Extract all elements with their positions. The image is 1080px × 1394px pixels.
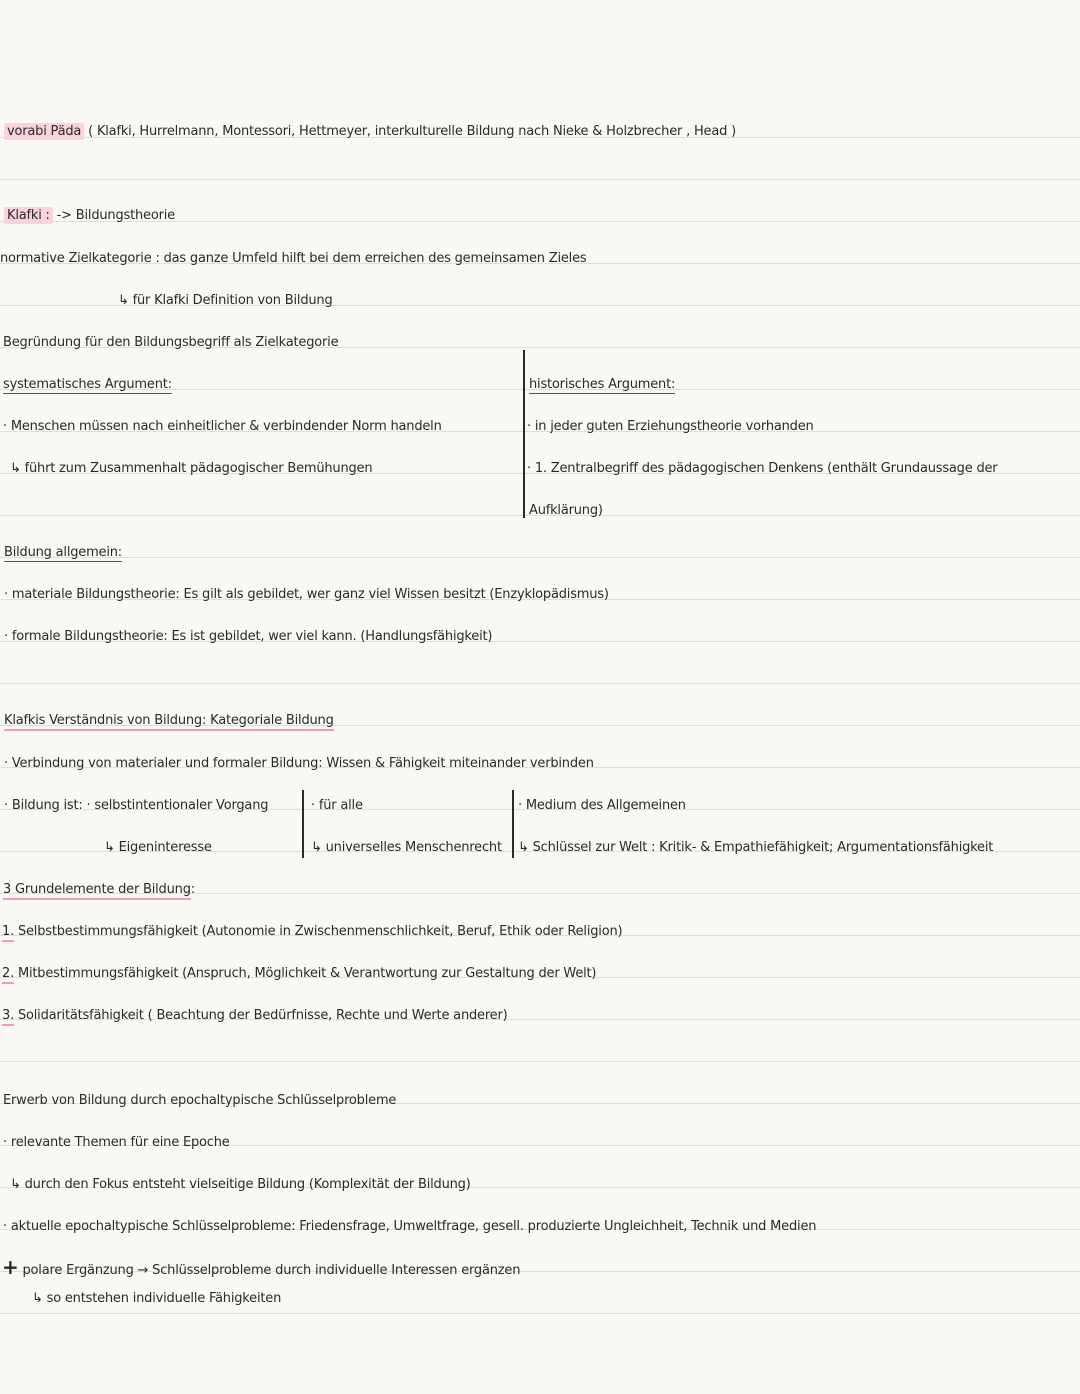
grundelemente-title [3,881,195,899]
kategoriale-divider-1 [302,790,304,858]
header-tag: vorabi Päda [4,123,84,140]
medium-line: · Medium des Allgemeinen [518,798,686,813]
grundelement-3 [2,1007,508,1025]
kategoriale-title [4,712,334,730]
grundelement-1 [2,923,622,941]
grundelement-2-num: 2. [2,966,14,984]
eigeninteresse-line: ↳ Eigeninteresse [104,840,212,855]
menschenrecht-line: ↳ universelles Menschenrecht [311,840,502,855]
entstehen-line: ↳ so entstehen individuelle Fähigkeiten [32,1291,282,1306]
fuer-alle-line: · für alle [311,798,363,813]
grundelemente-title-text: 3 Grundelemente der Bildung [3,882,191,900]
aktuelle-line: · aktuelle epochaltypische Schlüsselprobleme: Friedensfrage, Umweltfrage, gesell. produzierte Ungleichheit, Technik und Medien [3,1219,817,1234]
begruendung-line: Begründung für den Bildungsbegriff als Zielkategorie [3,335,339,350]
formale-line: · formale Bildungstheorie: Es ist gebildet, wer viel kann. (Handlungsfähigkeit) [4,629,493,644]
grundelement-1-text: Selbstbestimmungsfähigkeit (Autonomie in Zwischenmenschlichkeit, Beruf, Ethik oder Religion) [14,924,623,939]
grundelement-2-text: Mitbestimmungsfähigkeit (Anspruch, Möglichkeit & Verantwortung zur Gestaltung der Welt) [14,966,597,981]
bildung-ist-line: · Bildung ist: · selbstintentionaler Vorgang [4,798,269,813]
grundelement-3-text: Solidaritätsfähigkeit ( Beachtung der Bedürfnisse, Rechte und Werte anderer) [14,1008,508,1023]
klafki-arrow-text: -> Bildungstheorie [56,208,175,223]
grundelement-3-num: 3. [2,1008,14,1026]
materiale-line: · materiale Bildungstheorie: Es gilt als gebildet, wer ganz viel Wissen besitzt (Enzyklopädismus) [4,587,609,602]
klafki-heading-line [4,207,175,225]
definition-line: ↳ für Klafki Definition von Bildung [118,293,333,308]
bildung-allgemein-title [4,544,122,562]
erwerb-title: Erwerb von Bildung durch epochaltypische Schlüsselprobleme [3,1093,397,1108]
polare-text: polare Ergänzung → Schlüsselprobleme durch individuelle Interessen ergänzen [22,1263,521,1278]
normative-line: normative Zielkategorie : das ganze Umfeld hilft bei dem erreichen des gemeinsamen Zieles [0,251,587,266]
kategoriale-divider-2 [512,790,514,858]
kategoriale-title-plain: Klafkis Verständnis von Bildung: [4,713,211,728]
historic-title [529,376,675,394]
fokus-line: ↳ durch den Fokus entsteht vielseitige Bildung (Komplexität der Bildung) [10,1177,471,1192]
historic-title-text: historisches Argument: [529,377,676,392]
grundelement-2 [2,965,596,983]
grundelement-1-num: 1. [2,924,14,942]
bildung-allgemein-title-text: Bildung allgemein: [4,545,122,560]
systematic-point-2: ↳ führt zum Zusammenhalt pädagogischer Bemühungen [10,461,373,476]
header-line [4,123,736,141]
grundelemente-colon: : [190,882,195,897]
systematic-point-1: · Menschen müssen nach einheitlicher & verbindender Norm handeln [3,419,442,434]
historic-point-3: Aufklärung) [529,503,603,518]
historic-point-2: · 1. Zentralbegriff des pädagogischen Denkens (enthält Grundaussage der [527,461,998,476]
relevante-line: · relevante Themen für eine Epoche [3,1135,230,1150]
systematic-title-text: systematisches Argument: [3,377,172,392]
verbindung-line: · Verbindung von materialer und formaler Bildung: Wissen & Fähigkeit miteinander verbinden [4,756,594,771]
schluessel-line: ↳ Schlüssel zur Welt : Kritik- & Empathiefähigkeit; Argumentationsfähigkeit [518,840,994,855]
kategoriale-title-underlined [4,713,334,731]
plus-icon: + [2,1255,19,1279]
historic-point-1: · in jeder guten Erziehungstheorie vorhanden [527,419,814,434]
argument-divider [523,350,525,518]
systematic-title [3,376,172,394]
klafki-title: Klafki : [4,207,53,224]
kategoriale-title-emph: Kategoriale Bildung [210,713,334,728]
header-topics: ( Klafki, Hurrelmann, Montessori, Hettmeyer, interkulturelle Bildung nach Nieke & Holzbrecher , Head ) [88,124,736,139]
polare-line [2,1255,521,1280]
